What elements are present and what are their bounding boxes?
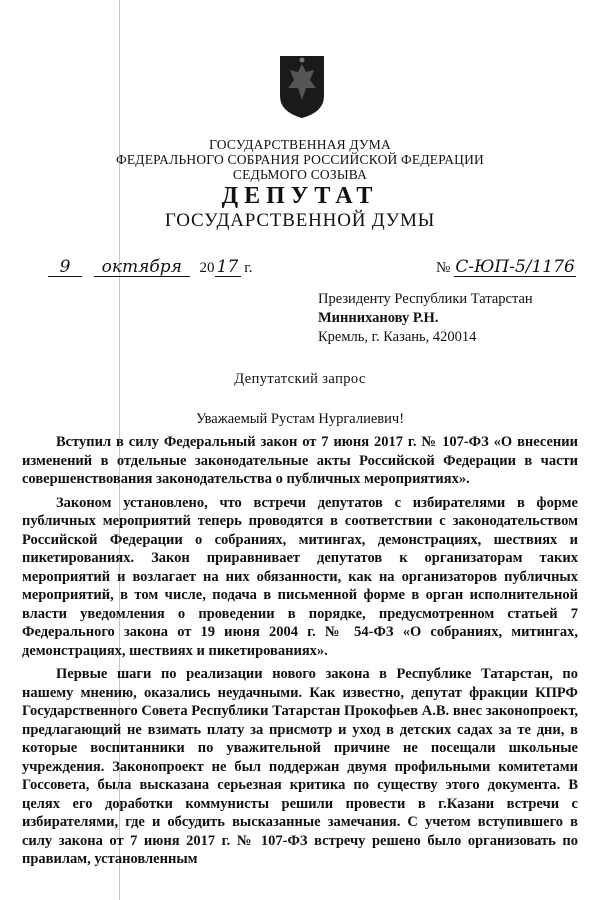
document-title: Депутатский запрос <box>234 371 366 387</box>
header-deputy: ДЕПУТАТ <box>221 183 379 209</box>
date-year-unit: г. <box>244 260 253 276</box>
document-body <box>22 433 578 874</box>
paragraph-2: Законом установлено, что встречи депутатов с избирателями в форме публичных мероприятий теперь проводятся в соответствии с законодательством Российской Федерации о собраниях, митингах, демонстрациях, шествиях и пикетированиях. Закон приравнивает депутатов к организаторам таких мероприятий и возлагает на них обязанности, как на организаторов публичных мероприятий, в том числе, подача в письменной форме в орган исполнительной власти уведомления о проведении в порядке, предусмотренном статьей 7 Федерального закона от 19 июня 2004 г. № 54-ФЗ «О собраниях, митингах, демонстрациях, шествиях и пикетированиях». <box>22 494 578 659</box>
reg-label: № <box>436 260 451 276</box>
header-line-3: СЕДЬМОГО СОЗЫВА <box>232 167 368 182</box>
header-line-2: ФЕДЕРАЛЬНОГО СОБРАНИЯ РОССИЙСКОЙ ФЕДЕРАЦИИ <box>116 152 484 167</box>
date-month: октября <box>94 258 190 277</box>
addressee-position: Президенту Республики Татарстан <box>318 291 533 307</box>
reg-number: С-ЮП-5/1176 <box>455 257 575 277</box>
header-line-1: ГОСУДАРСТВЕННАЯ ДУМА <box>209 137 391 152</box>
addressee-block <box>318 290 533 347</box>
paragraph-1: Вступил в силу Федеральный закон от 7 июня 2017 г. № 107-ФЗ «О внесении изменений в отдельные законодательные акты Российской Федерации в части совершенствования законодательства о публичных мероприятиях». <box>22 434 578 487</box>
addressee-name: Минниханову Р.Н. <box>318 310 439 326</box>
addressee-address: Кремль, г. Казань, 420014 <box>318 329 477 345</box>
date-line <box>48 258 252 277</box>
date-year-suffix: 17 <box>215 258 241 277</box>
date-year-prefix: 20 <box>199 260 215 276</box>
coat-of-arms-icon <box>276 52 328 120</box>
greeting: Уважаемый Рустам Нургалиевич! <box>195 411 405 427</box>
header-duma: ГОСУДАРСТВЕННОЙ ДУМЫ <box>164 210 436 231</box>
date-day: 9 <box>48 258 82 277</box>
registration-number <box>436 258 576 277</box>
paragraph-3: Первые шаги по реализации нового закона в Республике Татарстан, по нашему мнению, оказались неудачными. Как известно, депутат фракции КПРФ Государственного Совета Республики Татарстан Прокофьев А.В. внес законопроект, предлагающий не взимать плату за присмотр и уход в детских садах за те дни, в которые воспитанники по уважительной причине не посещали школьные учреждения. Законопроект не был поддержан двумя профильными комитетами Госсовета, была высказана серьезная критика по существу этого документа. В целях его доработки коммунисты решили провести в г.Казани встречи с избирателями, где и обсудить высказанные замечания. С учетом вступившего в силу закона от 7 июня 2017 г. № 107-ФЗ встречу решено было организовать по правилам, установленным <box>22 666 578 867</box>
